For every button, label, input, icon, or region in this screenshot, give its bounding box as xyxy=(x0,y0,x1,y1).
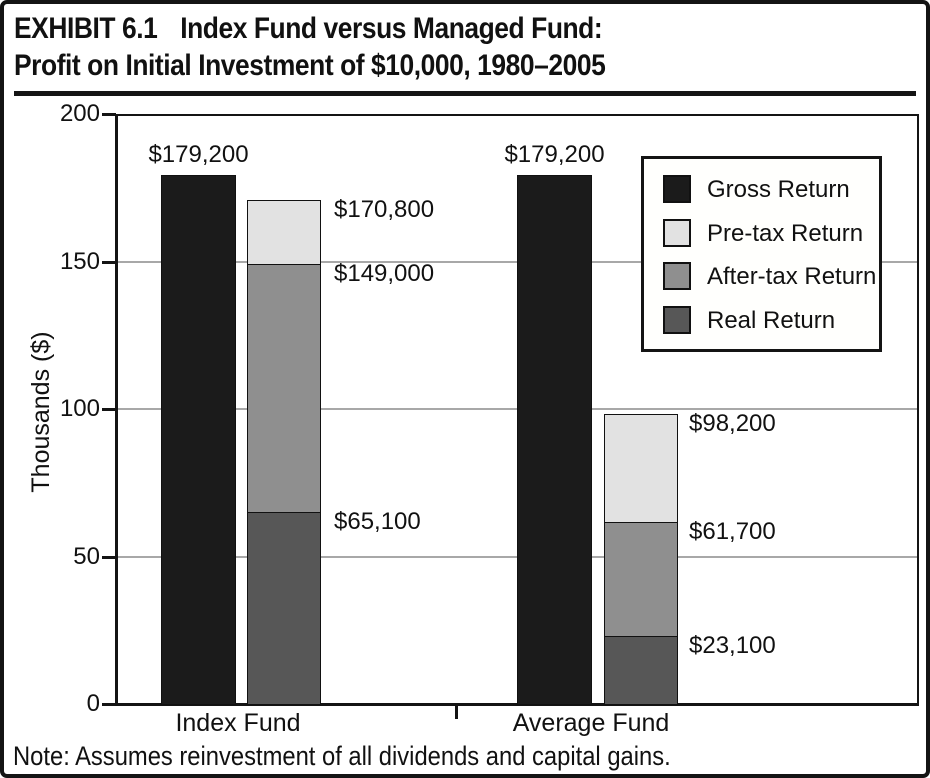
y-tick-label-200: 200 xyxy=(59,100,100,127)
value-label-after-tax-return-1: $61,700 xyxy=(689,517,776,545)
x-category-label-0: Index Fund xyxy=(175,709,301,737)
y-tick-label-50: 50 xyxy=(73,542,100,570)
value-label-real-return-1: $23,100 xyxy=(689,631,776,659)
legend-swatch-real-return xyxy=(663,306,691,334)
value-label-gross-1: $179,200 xyxy=(504,141,605,169)
legend-swatch-after-tax-return xyxy=(663,262,691,290)
legend-label: Pre-tax Return xyxy=(707,219,864,247)
x-axis-tick xyxy=(455,706,458,719)
bar-gross-1 xyxy=(517,175,592,705)
x-category-label-1: Average Fund xyxy=(512,709,670,737)
bar-segment-real-return-1 xyxy=(604,636,678,705)
title-text-line1: Index Fund versus Managed Fund: xyxy=(180,12,603,45)
legend-item-gross-return xyxy=(644,175,879,203)
value-label-pre-tax-return-1: $98,200 xyxy=(689,410,776,438)
value-label-after-tax-return-0: $149,000 xyxy=(334,260,435,288)
bar-gross-0 xyxy=(161,175,236,705)
y-axis-title: Thousands ($) xyxy=(27,331,55,493)
value-label-gross-0: $179,200 xyxy=(148,141,249,169)
figure-title xyxy=(14,10,914,84)
value-label-real-return-0: $65,100 xyxy=(334,507,421,535)
title-text-line2: Profit on Initial Investment of $10,000, 1980–2005 xyxy=(14,49,606,82)
y-tick-label-100: 100 xyxy=(59,395,100,422)
y-tick-100 xyxy=(102,408,116,411)
bar-segment-pre-tax-return-0 xyxy=(247,200,321,265)
legend-swatch-pre-tax-return xyxy=(663,219,691,247)
value-label-pre-tax-return-0: $170,800 xyxy=(334,196,435,224)
footnote xyxy=(13,741,760,772)
y-tick-50 xyxy=(102,556,116,559)
legend-swatch-gross-return xyxy=(663,175,691,203)
figure-title-line2 xyxy=(14,47,914,84)
plot-right-border xyxy=(917,114,919,706)
bar-segment-real-return-0 xyxy=(247,512,321,705)
legend-item-after-tax-return xyxy=(644,262,879,290)
footnote-text: Note: Assumes reinvestment of all dividends and capital gains. xyxy=(13,741,671,771)
figure-title-line1 xyxy=(14,10,914,47)
legend-item-real-return xyxy=(644,306,879,334)
bar-segment-after-tax-return-1 xyxy=(604,522,678,637)
legend xyxy=(641,156,882,352)
exhibit-label: EXHIBIT 6.1 xyxy=(14,12,158,45)
y-tick-150 xyxy=(102,261,116,264)
legend-label: After-tax Return xyxy=(707,263,877,290)
bar-segment-pre-tax-return-1 xyxy=(604,414,678,523)
bar-segment-after-tax-return-0 xyxy=(247,264,321,513)
legend-label: Real Return xyxy=(707,306,836,334)
title-divider-rule xyxy=(14,91,916,96)
y-tick-label-150: 150 xyxy=(59,247,100,275)
y-tick-200 xyxy=(102,113,116,116)
legend-label: Gross Return xyxy=(707,176,850,203)
legend-item-pre-tax-return xyxy=(644,219,879,247)
plot-top-border xyxy=(117,114,919,116)
y-tick-label-0: 0 xyxy=(86,690,100,717)
y-tick-0 xyxy=(102,703,116,706)
